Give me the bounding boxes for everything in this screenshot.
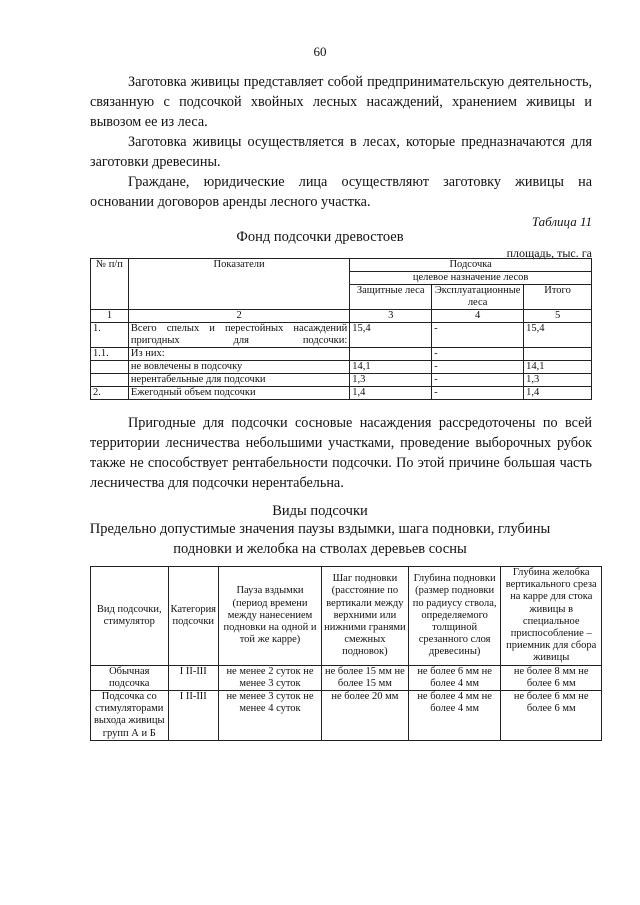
row-protective: 14,1: [350, 361, 432, 374]
row-pause: не менее 2 суток не менее 3 суток: [219, 665, 322, 690]
row-step: не более 15 мм не более 15 мм: [322, 665, 409, 690]
row-label: не вовлечены в подсочку: [128, 361, 349, 374]
row-num: 2.: [91, 387, 129, 400]
row-label: Из них:: [128, 348, 349, 361]
paragraph-resin-harvesting: Заготовка живицы представляет собой предпринимательскую деятельность, связанную с подсочкой хвойных лесных насаждений, хранением живицы и вывозом ее из леса.: [90, 74, 592, 130]
table-row: [91, 387, 592, 400]
table-row: [91, 665, 602, 690]
table-row: [91, 361, 592, 374]
row-total: 1,4: [524, 387, 592, 400]
row-total: [524, 348, 592, 361]
header-step: Шаг подновки (расстояние по вертикали между верхними или нижними гранями смежных подновок): [322, 567, 409, 666]
header-pause: Пауза вздымки (период времени между нанесением подновки на одной и той же карре): [219, 567, 322, 666]
row-step: не более 20 мм: [322, 691, 409, 741]
section-title: Виды подсочки: [272, 503, 368, 519]
table-row: [91, 348, 592, 361]
row-protective: 1,3: [350, 374, 432, 387]
row-total: 1,3: [524, 374, 592, 387]
header-operational: Эксплуатационные леса: [432, 285, 524, 310]
header-depth: Глубина подновки (размер подновки по радиусу ствола, определяемого толщиной срезанного слоя древесины): [408, 567, 501, 666]
row-category: I II-III: [168, 665, 219, 690]
row-total: 14,1: [524, 361, 592, 374]
table-caption: Таблица 11: [531, 214, 592, 229]
header-groove: Глубина желобка вертикального среза на карре для стока живицы в специальное приспособление – приемник для сбора живицы: [501, 567, 602, 666]
table-units: площадь, тыс. га: [506, 246, 592, 260]
row-protective: 15,4: [350, 323, 432, 348]
row-label: Всего спелых и перестойных насаждений пригодных для подсочки:: [128, 323, 349, 348]
row-type: Подсочка со стимуляторами выхода живицы групп А и Б: [91, 691, 169, 741]
row-category: I II-III: [168, 691, 219, 741]
row-depth: не более 6 мм не более 4 мм: [408, 665, 501, 690]
row-operational: -: [432, 361, 524, 374]
header-num: № п/п: [91, 259, 129, 310]
header-purpose: целевое назначение лесов: [350, 272, 592, 285]
header-category: Категория подсочки: [168, 567, 219, 666]
col-number: 4: [432, 310, 524, 323]
row-num: [91, 361, 129, 374]
paragraph-lease: Граждане, юридические лица осуществляют заготовку живицы на основании договоров аренды лесного участка.: [90, 174, 592, 210]
row-protective: [350, 348, 432, 361]
table-title: Фонд подсочки древостоев: [236, 229, 404, 245]
row-protective: 1,4: [350, 387, 432, 400]
header-indicators: Показатели: [128, 259, 349, 310]
row-operational: -: [432, 348, 524, 361]
row-num: 1.: [91, 323, 129, 348]
section-subtitle-line2: подновки и желобка на стволах деревьев сосны: [173, 541, 467, 557]
row-label: Ежегодный объем подсочки: [128, 387, 349, 400]
row-pause: не менее 3 суток не менее 4 суток: [219, 691, 322, 741]
row-label: нерентабельные для подсочки: [128, 374, 349, 387]
row-num: [91, 374, 129, 387]
row-groove: не более 6 мм не более 6 мм: [501, 691, 602, 741]
row-num: 1.1.: [91, 348, 129, 361]
table-row: [91, 691, 602, 741]
tapping-fund-table: [90, 258, 592, 400]
row-depth: не более 4 мм не более 4 мм: [408, 691, 501, 741]
row-operational: -: [432, 323, 524, 348]
header-type: Вид подсочки, стимулятор: [91, 567, 169, 666]
header-total: Итого: [524, 285, 592, 310]
table-row: [91, 323, 592, 348]
col-number: 1: [91, 310, 129, 323]
tapping-types-table: [90, 566, 602, 741]
header-protective: Защитные леса: [350, 285, 432, 310]
col-number: 5: [524, 310, 592, 323]
col-number: 3: [350, 310, 432, 323]
table-row: [91, 374, 592, 387]
paragraph-forests: Заготовка живицы осуществляется в лесах, которые предназначаются для заготовки древесины.: [90, 134, 592, 170]
row-operational: -: [432, 374, 524, 387]
header-tapping: Подсочка: [350, 259, 592, 272]
row-operational: -: [432, 387, 524, 400]
section-subtitle-line1: Предельно допустимые значения паузы вздымки, шага подновки, глубины: [89, 521, 551, 537]
page-number: 60: [313, 44, 327, 59]
row-total: 15,4: [524, 323, 592, 348]
paragraph-profitability: Пригодные для подсочки сосновые насаждения рассредоточены по всей территории лесничества небольшими участками, проведение выборочных рубок также не способствует рентабельности подсочки. По этой причине большая часть лесничества для подсочки нерентабельна.: [90, 415, 592, 491]
row-groove: не более 8 мм не более 6 мм: [501, 665, 602, 690]
row-type: Обычная подсочка: [91, 665, 169, 690]
col-number: 2: [128, 310, 349, 323]
